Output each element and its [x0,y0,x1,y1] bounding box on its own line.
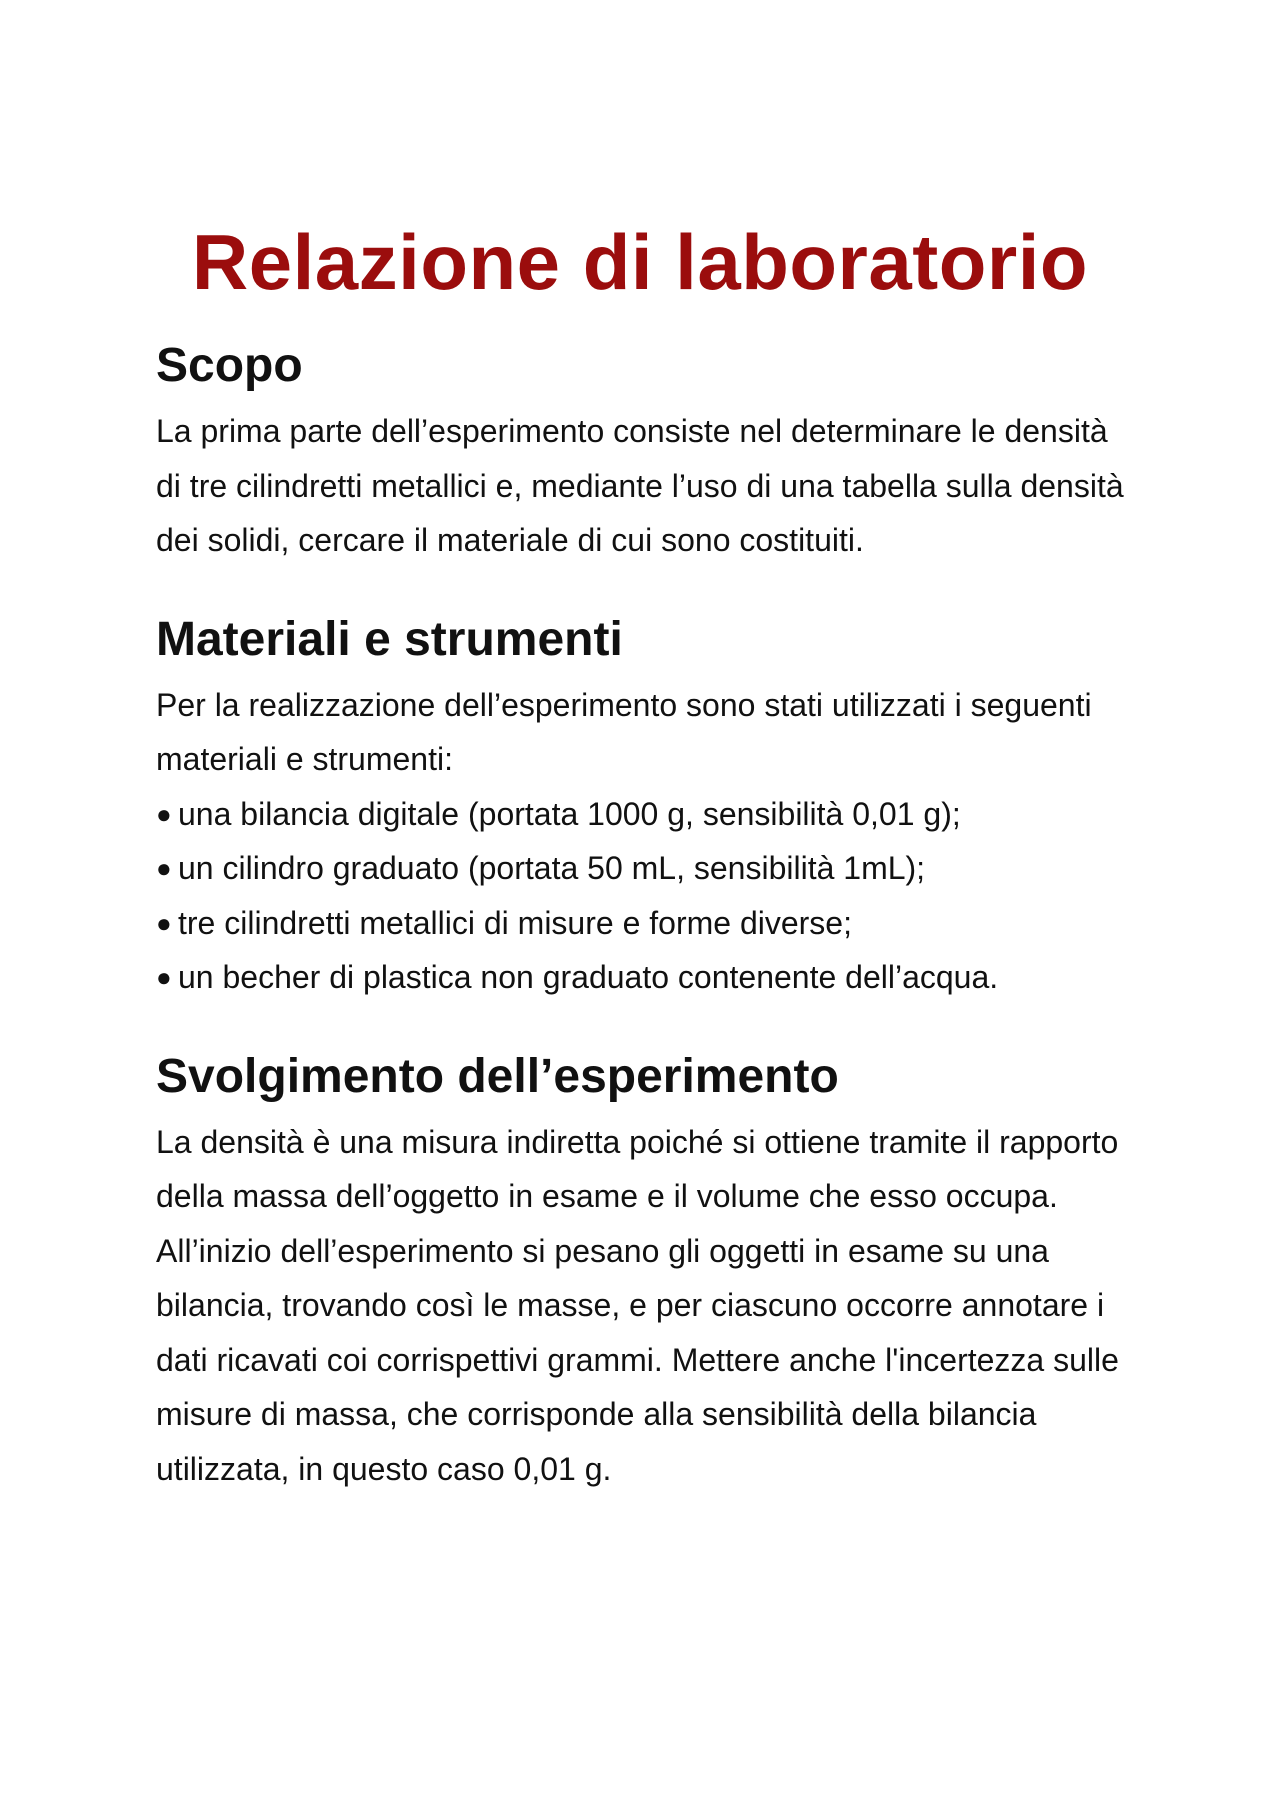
list-item [156,841,1136,896]
list-item [156,896,1136,951]
bullet-icon: ● [156,962,172,992]
materials-list [156,787,1136,1005]
bullet-icon: ● [156,907,172,938]
section-heading: Scopo [156,339,303,392]
section-scopo [156,332,1136,568]
section-spacer [156,1005,1136,1043]
section-materiali [156,606,1136,1005]
document-body [156,332,1136,1496]
bullet-icon: ● [156,798,172,829]
section-heading: Materiali e strumenti [156,612,623,666]
section-spacer [156,568,1136,606]
list-item [156,787,1136,842]
paragraph: La densità è una misura indiretta poiché si ottiene tramite il rapporto della massa dell’oggetto in esame e il volume che esso occupa. [156,1123,1119,1214]
bullet-icon: ● [156,853,172,883]
paragraph: La prima parte dell’esperimento consiste nel determinare le densità di tre cilindretti metallici e, mediante l’uso di una tabella sulla densità dei solidi, cercare il materiale di cui sono costituiti. [156,413,1124,558]
list-item-text: tre cilindretti metallici di misure e forme diverse; [178,904,852,941]
section-heading: Svolgimento dell’esperimento [156,1049,839,1103]
section-svolgimento [156,1043,1136,1497]
list-item-text: un becher di plastica non graduato contenente dell’acqua. [178,959,999,995]
document-title: Relazione di laboratorio [191,218,1089,306]
paragraph: Per la realizzazione dell’esperimento sono stati utilizzati i seguenti materiali e strumenti: [156,686,1092,777]
list-item [156,950,1136,1005]
paragraph: All’inizio dell’esperimento si pesano gli oggetti in esame su una bilancia, trovando così le masse, e per ciascuno occorre annotare i dati ricavati coi corrispettivi grammi. Mettere anche l'incertezza sulle misure di massa, che corrisponde alla sensibilità della bilancia utilizzata, in questo caso 0,01 g. [156,1232,1119,1487]
list-item-text: una bilancia digitale (portata 1000 g, sensibilità 0,01 g); [178,795,961,832]
list-item-text: un cilindro graduato (portata 50 mL, sensibilità 1mL); [178,850,926,886]
